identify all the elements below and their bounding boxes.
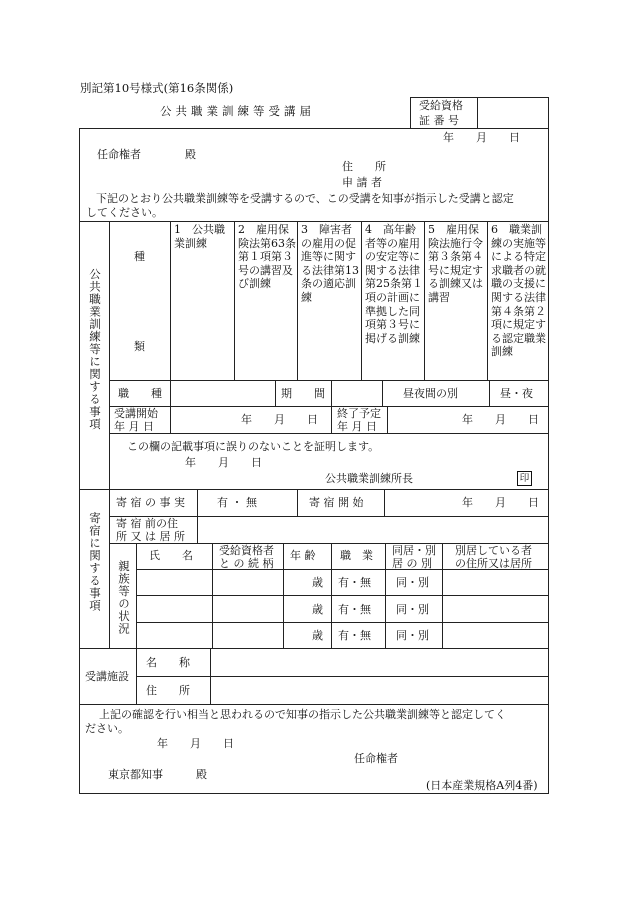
start-date-field[interactable]: 年 月 日 — [241, 413, 318, 426]
facility-label: 受講施設 — [85, 670, 129, 683]
day-night-label: 昼夜間の別 — [403, 387, 458, 400]
end-date-label-2: 年 月 日 — [337, 420, 377, 433]
period-label: 期 間 — [281, 387, 325, 400]
cert-label-2: 証 番 号 — [419, 114, 459, 127]
training-side-label: 公共職業訓練等に関する事項 — [88, 268, 102, 431]
training-category-5[interactable]: 5 雇用保険法施行令第３条第４号に規定する訓練又は講習 — [428, 223, 483, 304]
applicant-label: 申 請 者 — [342, 176, 382, 189]
application-date: 年 月 日 — [443, 131, 520, 144]
family-row-1-age[interactable]: 歳 — [312, 576, 323, 589]
certify-text: この欄の記載事項に誤りのないことを証明します。 — [127, 440, 380, 453]
cert-number-field[interactable] — [479, 99, 547, 127]
director-label: 公共職業訓練所長 — [325, 472, 413, 485]
family-row-3-job[interactable]: 有・無 — [338, 629, 371, 642]
training-category-4[interactable]: 4 高年齢者等の雇用の安定等に関する法律第25条第１項の計画に準拠した同項第３号に掲げる訓練 — [365, 223, 423, 345]
col-address-header-2: の住所又は居所 — [455, 557, 532, 570]
family-row-2-age[interactable]: 歳 — [312, 603, 323, 616]
col-cohabit-header-1: 同居・別 — [392, 544, 436, 557]
facility-name-label: 名 称 — [146, 656, 190, 669]
training-category-1[interactable]: 1 公共職業訓練 — [174, 223, 225, 250]
dorm-side-label: 寄宿に関する事項 — [88, 512, 102, 612]
col-age-header: 年 齢 — [290, 549, 316, 562]
dorm-start-date[interactable]: 年 月 日 — [462, 496, 539, 509]
family-row-1-cohabit[interactable]: 同・別 — [396, 576, 429, 589]
appointer-addressee: 任命権者 殿 — [97, 148, 196, 161]
job-type-field[interactable] — [172, 382, 274, 405]
paper-standard: (日本産業規格A列4番) — [426, 779, 538, 792]
facility-address-field[interactable] — [212, 678, 547, 703]
dorm-fact-choice[interactable]: 有 ・ 無 — [217, 496, 257, 509]
prev-address-field[interactable] — [199, 518, 547, 542]
facility-name-field[interactable] — [212, 650, 547, 675]
confirm-text-2: ださい。 — [85, 722, 129, 735]
certify-date: 年 月 日 — [185, 456, 262, 469]
col-job-header: 職 業 — [340, 549, 373, 562]
training-category-2[interactable]: 2 雇用保険法第63条第１項第３号の講習及び訓練 — [238, 223, 296, 291]
family-row-2-cohabit[interactable]: 同・別 — [396, 603, 429, 616]
cert-label-1: 受給資格 — [419, 99, 463, 112]
col-name-header: 氏 名 — [149, 549, 193, 562]
col-cohabit-header-2: 居 の 別 — [392, 557, 432, 570]
form-number: 別記第10号様式(第16条関係) — [80, 81, 234, 95]
training-category-3[interactable]: 3 障害者の雇用の促進等に関する法律第13条の適応訓練 — [301, 223, 359, 304]
footer-appointer: 任命権者 — [354, 752, 398, 765]
kind-label-1: 種 — [134, 250, 145, 263]
start-date-label-2: 年 月 日 — [114, 420, 154, 433]
period-field[interactable] — [333, 382, 381, 405]
dorm-start-label: 寄 宿 開 始 — [309, 496, 364, 509]
prev-address-label-2: 所 又 は 居 所 — [116, 530, 185, 543]
prev-address-label-1: 寄 宿 前の住 — [116, 517, 178, 530]
confirm-date: 年 月 日 — [157, 737, 234, 750]
start-date-label-1: 受講開始 — [114, 407, 158, 420]
job-type-label: 職 種 — [118, 387, 162, 400]
address-label: 住 所 — [342, 160, 386, 173]
family-row-3-cohabit[interactable]: 同・別 — [396, 629, 429, 642]
kind-label-2: 類 — [134, 340, 145, 353]
family-row-3-age[interactable]: 歳 — [312, 629, 323, 642]
intro-text-1: 下記のとおり公共職業訓練等を受講するので、この受講を知事が指示した受講と認定 — [96, 192, 514, 205]
col-relation-header-2: と の 続 柄 — [219, 557, 274, 570]
training-category-6[interactable]: 6 職業訓練の実施等による特定求職者の就職の支援に関する法律第４条第２項に規定する認定職業訓練 — [491, 223, 546, 359]
family-status-label: 親族等の状況 — [117, 560, 131, 635]
day-night-choice[interactable]: 昼・夜 — [500, 387, 533, 400]
col-relation-header-1: 受給資格者 — [219, 544, 274, 557]
seal-mark: 印 — [517, 471, 532, 486]
dorm-fact-label: 寄 宿 の 事 実 — [116, 496, 185, 509]
family-row-2-job[interactable]: 有・無 — [338, 603, 371, 616]
family-row-1-job[interactable]: 有・無 — [338, 576, 371, 589]
form-title: 公共職業訓練等受講届 — [160, 104, 315, 118]
facility-address-label: 住 所 — [146, 684, 190, 697]
governor-addressee: 東京都知事 殿 — [108, 768, 207, 781]
confirm-text-1: 上記の確認を行い相当と思われるので知事の指示した公共職業訓練等と認定してく — [99, 708, 506, 721]
col-address-header-1: 別居している者 — [455, 544, 532, 557]
end-date-label-1: 終了予定 — [337, 407, 381, 420]
end-date-field[interactable]: 年 月 日 — [462, 413, 539, 426]
intro-text-2: してください。 — [86, 206, 163, 219]
